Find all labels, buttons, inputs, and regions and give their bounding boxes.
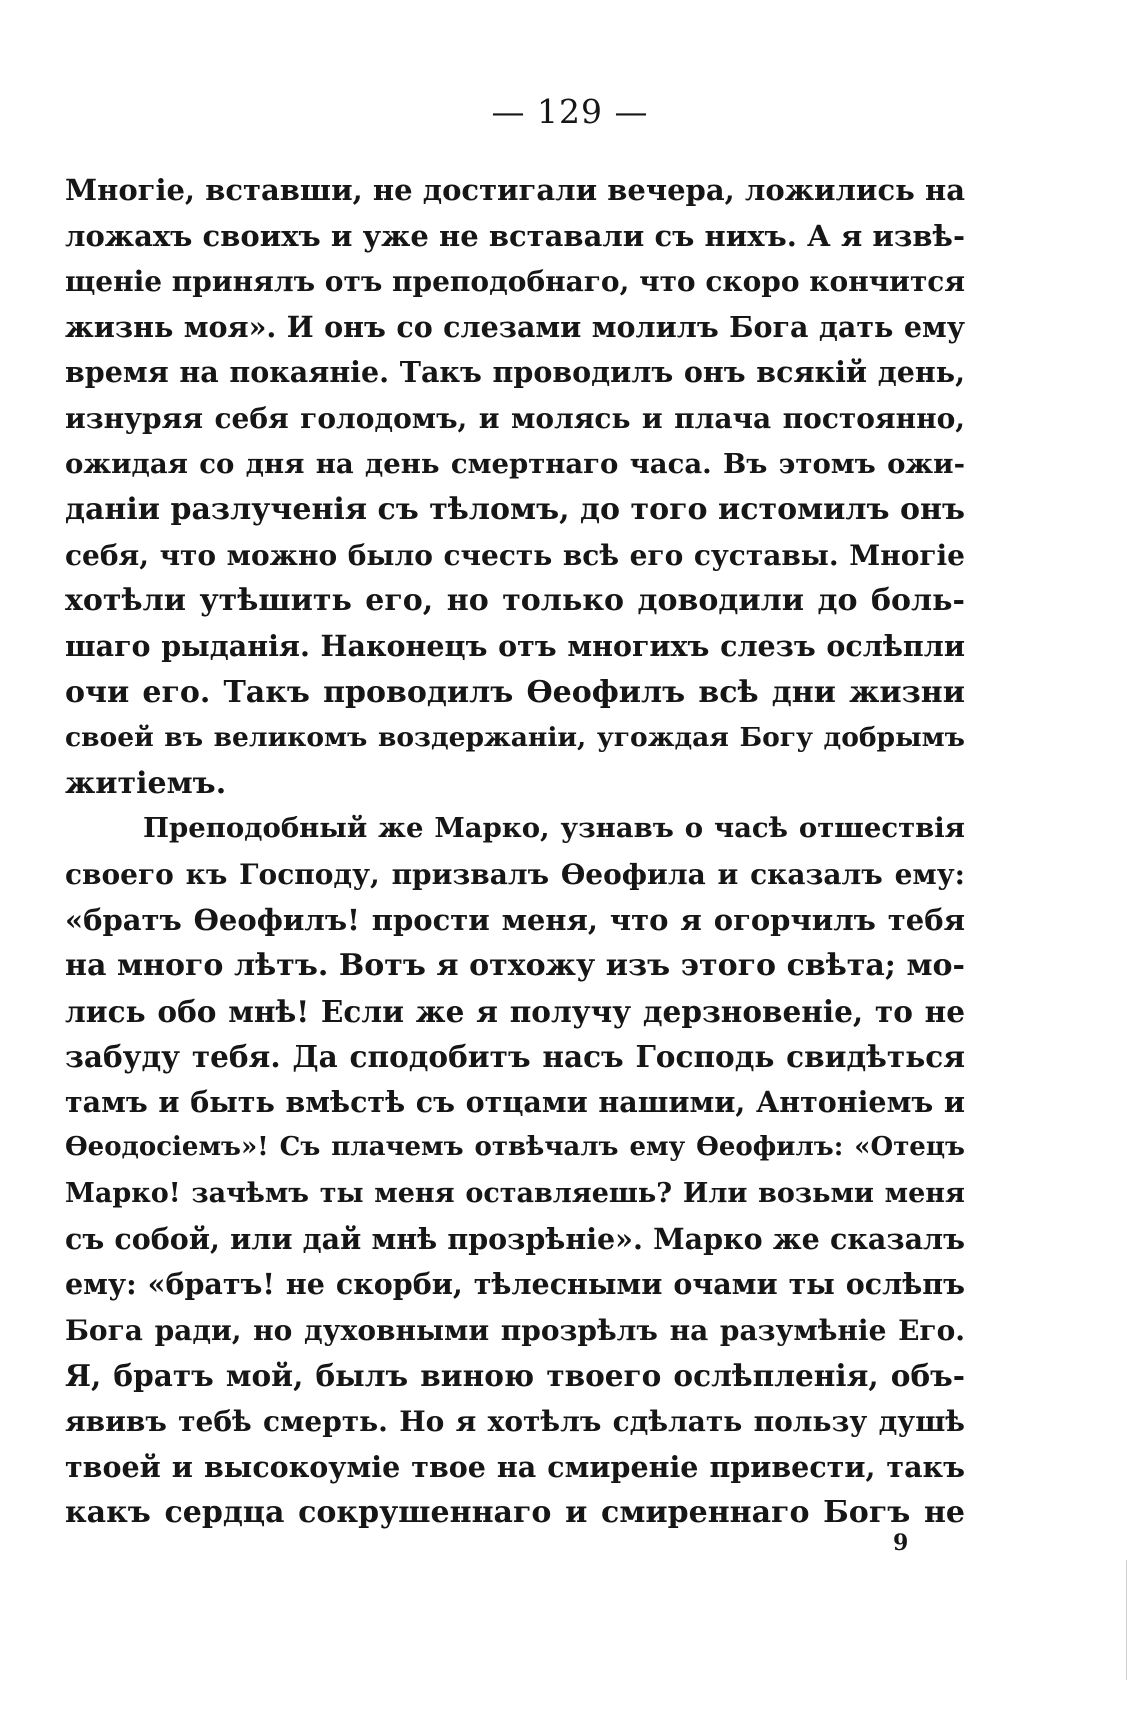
text-line: Өеодосіемъ»! Съ плачемъ отвѣчалъ ему Өеофилъ: «Отецъ (65, 1132, 965, 1163)
text-line: время на покаяніе. Такъ проводилъ онъ всякій день, (65, 355, 965, 390)
scan-edge-divider (1126, 1560, 1127, 1680)
text-line: какъ сердца сокрушеннаго и смиреннаго Богъ не (65, 1495, 965, 1531)
text-line: Бога ради, но духовными прозрѣлъ на разумѣніе Его. (65, 1313, 965, 1347)
text-line: Многіе, вставши, не достигали вечера, ложились на (65, 173, 965, 207)
text-line: твоей и высокоуміе твое на смиреніе привести, такъ (65, 1449, 965, 1484)
text-line: Марко! зачѣмъ ты меня оставляешь? Или возьми меня (65, 1178, 965, 1210)
text-line: житіемъ. (65, 765, 227, 801)
text-line: «братъ Өеофилъ! прости меня, что я огорчилъ тебя (65, 902, 965, 937)
text-line: забуду тебя. Да сподобитъ насъ Господь свидѣться (65, 1039, 965, 1075)
text-line: себя, что можно было счесть всѣ его суставы. Многіе (65, 538, 965, 572)
body-text (65, 168, 965, 1536)
text-line: щеніе принялъ отъ преподобнаго, что скоро кончится (65, 265, 965, 299)
text-line: даніи разлученія съ тѣломъ, до того истомилъ онъ (65, 492, 965, 528)
text-line: ложахъ своихъ и уже не вставали съ нихъ. А я извѣ- (65, 218, 965, 253)
text-line: Преподобный же Марко, узнавъ о часѣ отшествія (143, 812, 965, 845)
text-line: тамъ и быть вмѣстѣ съ отцами нашими, Антоніемъ и (65, 1084, 965, 1119)
text-line: съ собой, или дай мнѣ прозрѣніе». Марко же сказалъ (65, 1221, 965, 1256)
text-line: Я, братъ мой, былъ виною твоего ослѣпленія, объ- (65, 1358, 965, 1394)
text-line: явивъ тебѣ смерть. Но я хотѣлъ сдѣлать пользу душѣ (65, 1405, 965, 1439)
text-line: своей въ великомъ воздержаніи, угождая Богу добрымъ (65, 722, 965, 754)
text-line: ему: «братъ! не скорби, тѣлесными очами ты ослѣпъ (65, 1267, 965, 1302)
text-line: хотѣли утѣшить его, но только доводили до боль- (65, 583, 965, 619)
signature-mark: 9 (893, 1530, 909, 1556)
text-line: лись обо мнѣ! Если же я получу дерзновеніе, то не (65, 993, 965, 1029)
text-line: на много лѣтъ. Вотъ я отхожу изъ этого свѣта; мо- (65, 948, 965, 984)
page-number: — 129 — (491, 92, 649, 131)
text-line: ожидая со дня на день смертнаго часа. Въ этомъ ожи- (65, 447, 965, 480)
text-line: своего къ Господу, призвалъ Өеофила и сказалъ ему: (65, 857, 965, 891)
text-line: изнуряя себя голодомъ, и молясь и плача постоянно, (65, 401, 965, 435)
text-line: жизнь моя». И онъ со слезами молилъ Бога дать ему (65, 309, 965, 344)
text-line: очи его. Такъ проводилъ Өеофилъ всѣ дни жизни (65, 674, 965, 710)
text-line: шаго рыданія. Наконецъ отъ многихъ слезъ ослѣпли (65, 628, 965, 663)
